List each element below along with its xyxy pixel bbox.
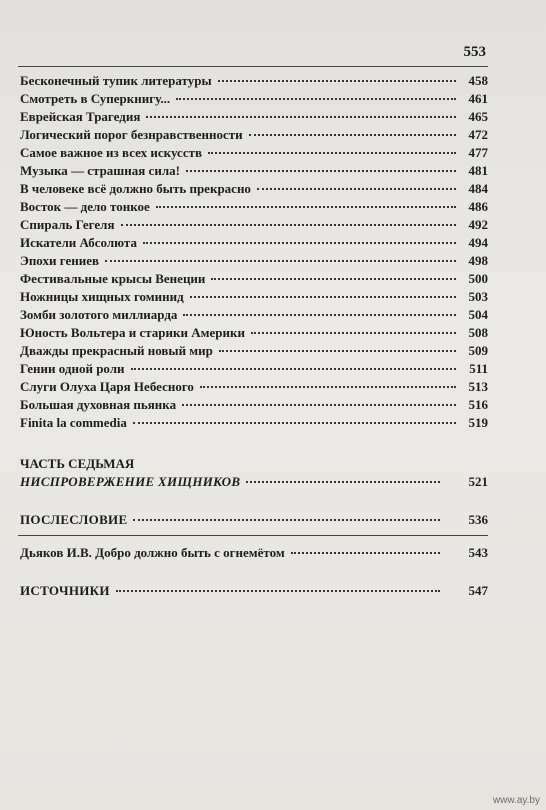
leader-dots (219, 350, 456, 352)
leader-dots (182, 404, 456, 406)
toc-entry-page: 503 (468, 289, 488, 304)
toc-entry-title: Ножницы хищных гоминид (20, 289, 184, 304)
toc-entry (20, 198, 488, 216)
toc-entry-page: 461 (468, 91, 488, 106)
toc-entry (20, 306, 488, 324)
toc-entry-page: 543 (468, 545, 488, 560)
toc-entry-page: 492 (468, 217, 488, 232)
leader-dots (176, 98, 456, 100)
toc-entry (20, 396, 488, 414)
toc-entry-page: 511 (469, 361, 488, 376)
leader-dots (131, 368, 456, 370)
toc-entry-title: Еврейская Трагедия (20, 109, 141, 124)
leader-dots (218, 80, 456, 82)
toc-entry (20, 162, 488, 180)
leader-dots (251, 332, 456, 334)
toc-entry-title: Искатели Абсолюта (20, 235, 137, 250)
toc-entry-title: ПОСЛЕСЛОВИЕ (20, 512, 128, 527)
toc-entry-page: 500 (468, 271, 488, 286)
section-rule (18, 535, 488, 536)
toc-entry (20, 360, 488, 378)
toc-entry-title: Музыка — страшная сила! (20, 163, 180, 178)
leader-dots (291, 552, 440, 554)
part-seven-section (20, 455, 488, 491)
toc-entry-title: Большая духовная пьянка (20, 397, 177, 412)
toc-entry (20, 180, 488, 198)
toc-entry-title: НИСПРОВЕРЖЕНИЕ ХИЩНИКОВ (20, 474, 241, 489)
toc-entry-page: 547 (468, 583, 488, 598)
toc-entry-title: Дважды прекрасный новый мир (20, 343, 213, 358)
leader-dots (133, 422, 456, 424)
toc-entry (20, 342, 488, 360)
toc-entry-page: 536 (468, 512, 488, 527)
toc-entry-page: 498 (468, 253, 488, 268)
toc-entry-title: Дьяков И.В. Добро должно быть с огнемётом (20, 545, 285, 560)
toc-entry-page: 472 (468, 127, 488, 142)
sources-section (20, 582, 488, 600)
afterword-section (20, 511, 488, 529)
toc-entry-title: Юность Вольтера и старики Америки (20, 325, 245, 340)
toc-entry (20, 511, 488, 529)
toc-entry-title: Эпохи гениев (20, 253, 99, 268)
toc-entry (20, 288, 488, 306)
header-rule (18, 66, 488, 67)
toc-entry (20, 324, 488, 342)
toc-entry-title: Спираль Гегеля (20, 217, 115, 232)
toc-entry-page: 458 (468, 73, 488, 88)
toc-entry (20, 582, 488, 600)
toc-entry-page: 465 (468, 109, 488, 124)
toc-entry-page: 519 (468, 415, 488, 430)
toc-entry (20, 234, 488, 252)
leader-dots (190, 296, 456, 298)
toc-entry-page: 504 (468, 307, 488, 322)
leader-dots (143, 242, 456, 244)
toc-entry-page: 516 (468, 397, 488, 412)
toc-entry (20, 72, 488, 90)
leader-dots (121, 224, 456, 226)
leader-dots (105, 260, 456, 262)
toc-entry-title: Самое важное из всех искусств (20, 145, 202, 160)
toc-entry-title: Смотреть в Суперкнигу... (20, 91, 171, 106)
toc-entry-title: Логический порог безнравственности (20, 127, 243, 142)
toc-entry-page: 484 (468, 181, 488, 196)
leader-dots (208, 152, 456, 154)
leader-dots (246, 481, 440, 483)
leader-dots (133, 519, 440, 521)
toc-entry (20, 108, 488, 126)
leader-dots (249, 134, 456, 136)
leader-dots (146, 116, 456, 118)
leader-dots (183, 314, 456, 316)
toc-entry-page: 509 (468, 343, 488, 358)
toc-entry-page: 494 (468, 235, 488, 250)
toc-entry (20, 473, 488, 491)
toc-entry-title: ИСТОЧНИКИ (20, 583, 110, 598)
toc-entry-page: 481 (468, 163, 488, 178)
toc-entry (20, 544, 488, 562)
toc-entry (20, 378, 488, 396)
toc-entry (20, 90, 488, 108)
toc-entry (20, 414, 488, 432)
leader-dots (156, 206, 456, 208)
toc-entry-title: Бесконечный тупик литературы (20, 73, 212, 88)
toc-entry-title: В человеке всё должно быть прекрасно (20, 181, 251, 196)
toc-entry-title: Восток — дело тонкое (20, 199, 150, 214)
toc-entry (20, 252, 488, 270)
leader-dots (116, 590, 440, 592)
toc-entry-page: 486 (468, 199, 488, 214)
dyakov-section (20, 544, 488, 562)
toc-entry-page: 508 (468, 325, 488, 340)
toc-entry-title: Зомби золотого миллиарда (20, 307, 178, 322)
toc-entry (20, 126, 488, 144)
leader-dots (211, 278, 456, 280)
toc-entry-title: Слуги Олуха Царя Небесного (20, 379, 194, 394)
part-heading: ЧАСТЬ СЕДЬМАЯ (20, 456, 135, 471)
leader-dots (257, 188, 456, 190)
leader-dots (200, 386, 456, 388)
toc-entry-title: Фестивальные крысы Венеции (20, 271, 206, 286)
page-number: 553 (463, 44, 486, 60)
toc-entry (20, 270, 488, 288)
leader-dots (186, 170, 456, 172)
toc-entry-title: Гении одной роли (20, 361, 125, 376)
watermark: www.ay.by (492, 795, 540, 806)
toc-entry (20, 216, 488, 234)
toc-entry-page: 477 (468, 145, 488, 160)
toc-entry (20, 144, 488, 162)
toc-entry-title: Finita la commedia (20, 415, 127, 430)
toc-entry-page: 513 (468, 379, 488, 394)
toc-entry-page: 521 (468, 474, 488, 489)
table-of-contents (20, 72, 488, 432)
